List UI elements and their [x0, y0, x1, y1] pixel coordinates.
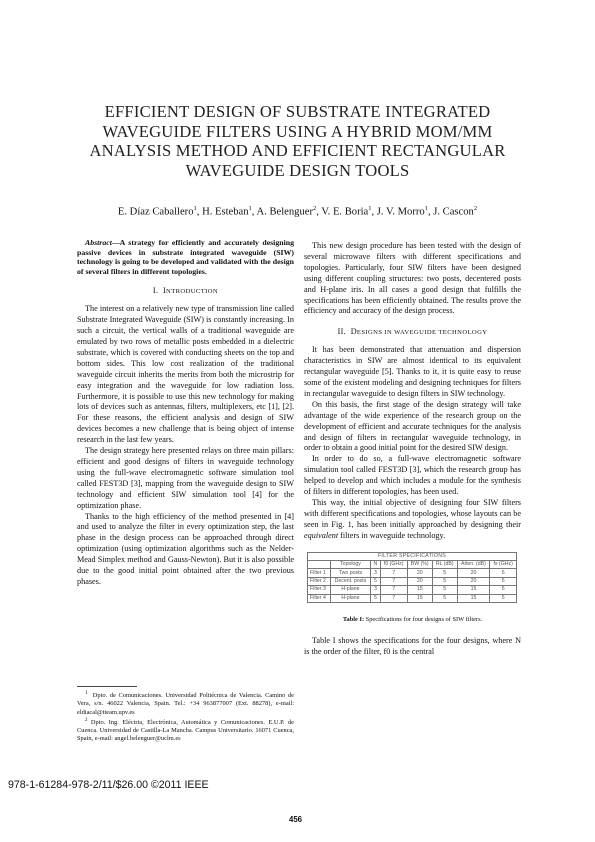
table-cell: 20	[407, 569, 432, 577]
table-row	[308, 577, 517, 585]
author-affiliation-mark: 1	[248, 205, 252, 212]
author: E. Díaz Caballero	[117, 206, 194, 218]
table-cell: 5	[490, 594, 517, 602]
table-cell: 20	[457, 577, 490, 585]
table-cell: Two posts	[330, 569, 370, 577]
table-cell: Filter 4	[308, 594, 331, 602]
spec-table-wrapper	[307, 552, 517, 603]
table-header-cell: N	[371, 560, 381, 568]
paragraph: Table I shows the specifications for the four designs, where N is the order of the filter, f0 is the central	[304, 635, 521, 656]
table-cell: 5	[432, 586, 457, 594]
footnotes	[77, 686, 294, 743]
table-title: FILTER SPECIFICATIONS	[308, 552, 517, 560]
table-cell: H-plane	[330, 586, 370, 594]
table-header-row	[308, 560, 517, 568]
table-cell: 15	[457, 594, 490, 602]
table-cell: 5	[371, 594, 381, 602]
table-cell: 5	[432, 594, 457, 602]
author: J. V. Morro	[376, 206, 425, 218]
abstract-label: Abstract	[85, 238, 112, 247]
paragraph: Thanks to the high efficiency of the method presented in [4] and used to analyze the filter in every optimization step, the last phase in the design process can be approached through direct optimization (using optimization algorithms such as the Nelder-Mead Simplex method and Gauss-Newton). But it is also possible due to the good initial point obtained after the two previous phases.	[77, 511, 294, 586]
table-header-cell: Atten. (dB)	[457, 560, 490, 568]
author-affiliation-mark: 1	[424, 205, 428, 212]
table-row	[308, 594, 517, 602]
paragraph: This way, the initial objective of designing four SIW filters with different specifications and topologies, whose layouts can be seen in Fig. 1, has been initially approached by designing their equivalent filters in waveguide technology.	[304, 497, 521, 540]
paragraph: This new design procedure has been tested with the design of several microwave filters with different specifications and topologies. Particularly, four SIW filters have been designed using different coupling structures: two posts, decentered posts and H-plane iris. In all cases a good design that fulfills the specifications has been efficiently obtained. The results prove the efficiency and accuracy of the design process.	[304, 241, 521, 316]
table-cell: 5	[490, 586, 517, 594]
table-header-cell: BW (%)	[407, 560, 432, 568]
author-affiliation-mark: 2	[473, 205, 478, 212]
table-cell: Filter 2	[308, 577, 331, 585]
table-cell: Decent. posts	[330, 577, 370, 585]
table-header-cell	[308, 560, 331, 568]
table-cell: 20	[457, 569, 490, 577]
left-column	[77, 238, 294, 588]
table-cell: 15	[457, 586, 490, 594]
table-cell: 5	[371, 577, 381, 585]
footnote-rule	[77, 686, 137, 687]
table-cell: Filter 1	[308, 569, 331, 577]
table-cell: 7	[380, 586, 407, 594]
paragraph: In order to do so, a full-wave electromagnetic software simulation tool called FEST3D [3], which the research group has helped to develop and which includes a module for the synthesis of filters in different topologies, has been used.	[304, 454, 521, 497]
table-cell: H-plane	[330, 594, 370, 602]
page-number: 456	[289, 815, 303, 824]
table-cell: 7	[380, 594, 407, 602]
table-cell: 7	[380, 569, 407, 577]
author: A. Belenguer	[256, 206, 313, 218]
footnote: $^1$ Dpto. de Comunicaciones. Universidad Politécnica de Valencia. Camino de Vera, s/n. 46022 Valencia, Spain. Tel.: +34 963877007 (Ext. 88278), e-mail: eldiacal@iteam.upv.es	[77, 691, 294, 716]
table-cell: Filter 3	[308, 586, 331, 594]
table-cell: 5	[432, 577, 457, 585]
table-cell: 3	[371, 586, 381, 594]
right-column	[304, 241, 521, 658]
paragraph: The design strategy here presented relays on three main pillars: efficient and good designs of filters in waveguide technology using the full-wave electromagnetic software simulation tool called FEST3D [3], mapping from the waveguide design to SIW technology and efficient SIW simulation tool [4] for the optimization phase.	[77, 446, 294, 510]
spec-table	[307, 552, 517, 603]
author: H. Esteban	[202, 206, 249, 218]
table-row	[308, 586, 517, 594]
author: V. E. Boria	[321, 206, 369, 218]
table-header-cell: f0 (GHz)	[380, 560, 407, 568]
paragraph: The interest on a relatively new type of transmission line called Substrate Integrated Waveguide (SIW) is constantly increasing. In such a circuit, the vertical walls of a traditional waveguide are emulated by two rows of metallic posts embedded in a dielectric substrate, which is covered with conducting sheets on the top and bottom sides. This low cost realization of the traditional waveguide circuit inherits the merits from both the microstrip for easy integration and the waveguide for low radiation loss. Furthermore, it is possible to use this new technology for making lots of devices such as antennas, filters, multiplexers, etc [1], [2]. For these reasons, the efficient analysis and design of SIW devices becomes a new challenge that is being object of intense research in the last few years.	[77, 304, 294, 445]
isbn-line: 978-1-61284-978-2/11/$26.00 ©2011 IEEE	[8, 779, 209, 791]
table-header-cell: fs (GHz)	[490, 560, 517, 568]
table-caption: Table I: Specifications for four designs of SIW filters.	[342, 615, 483, 623]
table-cell: 20	[407, 577, 432, 585]
table-cell: 15	[407, 594, 432, 602]
paragraph: On this basis, the first stage of the design strategy will take advantage of the wide experience of the research group on the development of efficient and accurate techniques for the analysis and design of filters in rectangular waveguide technology, in order to obtain a good initial point for the desired SIW design.	[304, 399, 521, 453]
footnote: $^2$ Dpto. Ing. Eléctria, Electrónica, Automática y Comunicaciones. E.U.P. de Cuenca. Universidad de Castilla-La Mancha. Campus Universitario. 16071 Cuenca, Spain, e-mail: angel.belenguer@uclm.es	[77, 717, 294, 743]
author-affiliation-mark: 1	[368, 205, 372, 212]
table-cell: 5	[432, 569, 457, 577]
paper-title: EFFICIENT DESIGN OF SUBSTRATE INTEGRATED WAVEGUIDE FILTERS USING A HYBRID MOM/MM ANALYSIS METHOD AND EFFICIENT RECTANGULAR WAVEGUIDE DESIGN TOOLS	[89, 102, 506, 180]
table-body	[308, 569, 517, 603]
author: J. Cascon	[433, 206, 474, 218]
section-heading-introduction: I. INTRODUCTION	[152, 286, 219, 296]
table-cell: 15	[407, 586, 432, 594]
table-cell: 7	[380, 577, 407, 585]
section-heading-designs: II. DESIGNS IN WAVEGUIDE TECHNOLOGY	[337, 327, 488, 337]
table-header-cell: RL (dB)	[432, 560, 457, 568]
author-list: E. Díaz Caballero$^1$, H. Esteban$^1$, A. Belenguer$^2$, V. E. Boria$^1$, J. V. Morro$^1$, J. Cascon$^2$	[117, 205, 478, 218]
table-cell: 5	[490, 569, 517, 577]
abstract-text: —A strategy for efficiently and accurately designing passive devices in substrate integrated waveguide (SIW) technology is going to be developed and validated with the design of several filters in different topologies.	[77, 238, 294, 276]
table-row	[308, 569, 517, 577]
table-header-cell: Topology	[330, 560, 370, 568]
table-cell: 5	[490, 577, 517, 585]
abstract	[77, 238, 294, 276]
author-affiliation-mark: 2	[313, 205, 317, 212]
author-affiliation-mark: 1	[193, 205, 197, 212]
table-cell: 3	[371, 569, 381, 577]
paragraph: It has been demonstrated that attenuation and dispersion characteristics in SIW are almost identical to its equivalent rectangular waveguide [5]. Thanks to it, it is quite easy to reuse some of the existent modeling and designing techniques for filters in rectangular waveguide to design filters in SIW technology.	[304, 345, 521, 398]
